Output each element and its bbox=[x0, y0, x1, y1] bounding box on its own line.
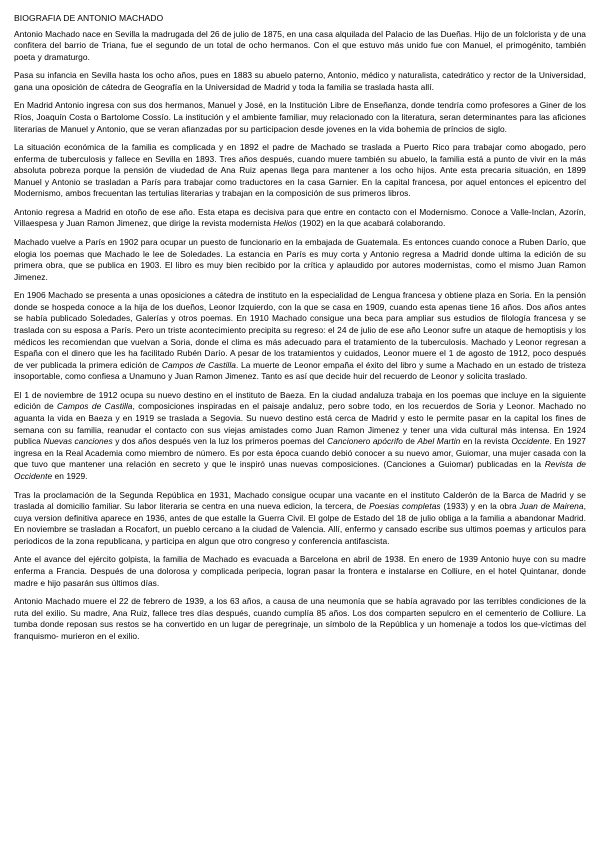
italic-title: Abel Martin bbox=[417, 436, 461, 447]
text-run: La situación económica de la familia es complicada y en 1892 el padre de Machado se traslada a Puerto Rico para trabajar como abogado, pero enferma de tuberculosis y fallece en Sevilla en 1893. Tres años después, cuando muere también su abuelo, la familia está a punto de vivir en la más absoluta pobreza porque la pensión de viudedad de Ana Ruiz apenas llega para mantener a los ocho hijos. Ante esta precaria situación, en 1899 Manuel y Antonio se trasladan a París para trabajar como traductores en la casa Garnier. En la capital francesa, por aquel entonces el epicentro del Modernismo, ambos frecuentan las tertulias literarias y trabajan en la composición de sus primeros libros. bbox=[14, 142, 586, 199]
text-run: Pasa su infancia en Sevilla hasta los ocho años, pues en 1883 su abuelo paterno, Antonio, médico y naturalista, catedrático y rector de la Universidad, gana una oposición de cátedra de Geografía en la Universidad de Madrid y toda la familia se traslada hasta allí. bbox=[14, 70, 586, 92]
italic-title: Juan de Mairena bbox=[519, 501, 584, 512]
paragraph bbox=[14, 100, 586, 135]
text-run: Antonio Machado nace en Sevilla la madrugada del 26 de julio de 1875, en una casa alquilada del Palacio de las Dueñas. Hijo de un folclorista y de una confitera del barrio de Triana, fue el segundo de un total de ocho hermanos. Con el que estuvo más unido fue con Manuel, el primogénito, también poeta y dramaturgo. bbox=[14, 28, 586, 62]
text-run: (1902) en la que acabará colaborando. bbox=[296, 218, 446, 229]
text-run: En Madrid Antonio ingresa con sus dos hermanos, Manuel y José, en la Institución Libre de Enseñanza, donde tendría como profesores a Giner de los Ríos, Joaquín Costa o Bartolome Cossío. La institución y el ambiente familiar, muy relacionado con la literatura, seran determinantes para las aficiones literarias de Manuel y Antonio, que se veran afianzadas por su participacion desde jovenes en la vida bohemia de príncios de siglo. bbox=[14, 100, 586, 134]
paragraph bbox=[14, 70, 586, 93]
text-run: , cuya version definitiva aparece en 1936, antes de que estalle la Guerra Civil. El golpe de Estado del 18 de julio obliga a la familia a abandonar Madrid. En noviembre se trasladan a Rocafort, un pueblo cercano a la ciudad de Valencia. Allí, enfermo y cansado escribe sus ultimos poemas y articulos para periodicos de la zona republicana, y participa en algun que otro congreso y conferencia antifascista. bbox=[14, 501, 586, 546]
paragraph bbox=[14, 490, 586, 548]
paragraph bbox=[14, 290, 586, 383]
text-run: y dos años después ven la luz los primeros poemas del bbox=[112, 436, 328, 447]
paragraph bbox=[14, 142, 586, 200]
paragraph bbox=[14, 237, 586, 283]
text-run: , composiciones inspiradas en el paisaje andaluz, pero sobre todo, en los recuerdos de Soria y Leonor. Machado no aguanta la vida en Baeza y en 1919 se traslada a Segovia. Su nuevo destino está cerca de Madrid y esto le permite pasar en la capital los fines de semana con su familia, reanudar el contacto con sus viejas amistades como Juan Ramon Jimenez y tener una vida cultural más intensa. En 1924 publica bbox=[14, 401, 587, 447]
text-run: . En 1927 ingresa en la Real Academia como miembro de número. Es por esta época cuando debió conocer a su nuevo amor, Guiomar, una mujer casada con la que tuvo que mantener una relación en secreto y que le inspiró unas nuevas composiciones. (Canciones a Guiomar) publicadas en la bbox=[14, 436, 586, 470]
text-run: Ante el avance del ejército golpista, la familia de Machado es evacuada a Barcelona en abril de 1938. En enero de 1939 Antonio huye con su madre enferma a Francia. Después de una dolorosa y complicada peripecia, logran pasar la frontera e instalarse en Colliure, en el hotel Quintanar, donde madre e hijo pasarán sus últimos días. bbox=[14, 554, 586, 588]
text-run: en 1929. bbox=[52, 471, 88, 482]
text-run: Antonio regresa a Madrid en otoño de ese año. Esta etapa es decisiva para que entre en contacto con el Modernismo. Conoce a Valle-Inclan, Azorín, Villaespesa y Juan Ramon Jimenez, que dirige la revista modernista bbox=[14, 206, 586, 229]
italic-title: Helios bbox=[273, 218, 297, 229]
text-run: . La muerte de Leonor empaña el éxito del libro y sume a Machado en un estado de tristeza insoportable, como confiesa a Unamuno y Juan Ramon Jimenez. Tanto es así que decide huir del recuerdo de Leonor y solicita traslado. bbox=[14, 359, 587, 382]
paragraph bbox=[14, 207, 586, 230]
italic-title: Campos de Castilla bbox=[161, 359, 236, 370]
text-run: Antonio Machado muere el 22 de febrero de 1939, a los 63 años, a causa de una neumonía que se había agravado por las terribles condiciones de la ruta del exilio. Su madre, Ana Ruiz, fallece tres días después, cuando cumplía 85 años. Los dos comparten sepulcro en el cementerio de Colliure. La tumba donde reposan sus restos se ha convertido en un lugar de peregrinaje, un símbolo de la República y un homenaje a todos los que-víctimas del franquismo- murieron en el exilio. bbox=[14, 596, 586, 641]
text-run: En 1906 Machado se presenta a unas oposiciones a cátedra de instituto en la especialidad de Lengua francesa y obtiene plaza en Soria. En la pensión donde se hospeda conoce a la hija de los dueños, Leonor Izquierdo, con la que se casa en 1909, cuando esta apenas tiene 16 años. Dos años antes se había publicado Soledades, Galerías y otros poemas. En 1910 Machado consigue una beca para ampliar sus estudios de filología francesa y se traslada con su esposa a París. Pero un triste acontecimiento precipita su regreso: el 24 de julio de ese año Leonor sufre un ataque de hemoptisis y los médicos les recomiendan que vuelvan a Soria, donde el clima es más adecuado para el tratamiento de la tuberculosis. Machado y Leonor regresan a España con el dinero que les ha facilitado Rubén Darío. A pesar de los tratamientos y cuidados, Leonor muere el 1 de agosto de 1912, poco después de ver publicada la primera edición de bbox=[14, 290, 586, 370]
text-run: en la revista bbox=[460, 436, 512, 447]
paragraph bbox=[14, 390, 586, 483]
text-run: Machado vuelve a París en 1902 para ocupar un puesto de funcionario en la embajada de Guatemala. Es entonces cuando conoce a Ruben Darío, que elogia los poemas que Machado le lee de Soledades. La estancia en París es muy corta y Antonio regresa a Madrid donde ultima la edición de su primera obra, que se publica en 1903. El libro es muy bien recibido por la crítica y aplaudido por autores modernistas, como el mismo Juan Ramon Jimenez. bbox=[14, 236, 586, 282]
paragraph bbox=[14, 596, 586, 642]
text-run: Tras la proclamación de la Segunda República en 1931, Machado consigue ocupar una vacante en el instituto Calderón de la Barca de Madrid y se traslada al domicilio familiar. Su labor literaria se centra en una nueva edicion, la tercera, de bbox=[14, 489, 586, 512]
document-title: BIOGRAFIA DE ANTONIO MACHADO bbox=[14, 13, 164, 23]
italic-title: Cancionero apócrifo bbox=[327, 436, 404, 447]
text-run: El 1 de noviembre de 1912 ocupa su nuevo destino en el instituto de Baeza. En la ciudad andaluza trabaja en los poemas que incluye en la siguiente edición de bbox=[14, 389, 586, 412]
text-run: (1933) y en la obra bbox=[440, 501, 520, 512]
italic-title: Poesias completas bbox=[369, 501, 441, 512]
paragraph bbox=[14, 29, 586, 64]
italic-title: Campos de Castilla bbox=[57, 401, 133, 412]
italic-title: Nuevas canciones bbox=[43, 436, 113, 447]
text-run: de bbox=[403, 436, 418, 447]
document-body bbox=[14, 29, 586, 643]
paragraph bbox=[14, 554, 586, 589]
italic-title: Occidente bbox=[511, 436, 550, 447]
italic-title: Revista de Occidente bbox=[14, 459, 586, 482]
